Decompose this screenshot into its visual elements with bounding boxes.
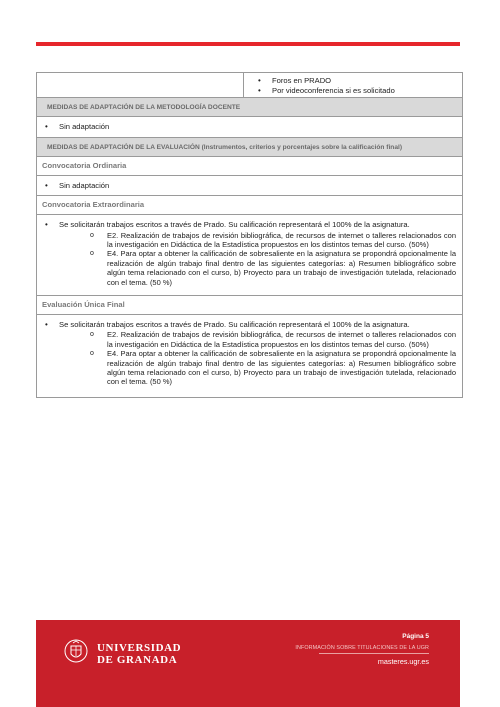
tutoring-tools-cell [244, 73, 462, 97]
sub-list-item: o E2. Realización de trabajos de revisión bibliográfica, de recursos de internet o talleres relacionados con la investigación en Didáctica de la Estadística propuestos en los distintos temas del curso. (50%) [89, 330, 456, 349]
page-number: Página 5 [402, 633, 429, 640]
footer-site-link[interactable]: masteres.ugr.es [377, 657, 429, 666]
sub-list-item: o E4. Para optar a obtener la calificación de sobresaliente en la asignatura se propondrá opcionalmente la realización de algún trabajo final dentro de las siguientes categorías: a) Resumen bibliográfico sobre algún tema relacionado con el curso, b) Proyecto para un trabajo de investigación tutelada, relacionado con el tema. (50 %) [89, 249, 456, 287]
university-name [97, 642, 181, 666]
list-item: • Foros en PRADO [254, 76, 456, 86]
main-text: Se solicitarán trabajos escritos a través de Prado. Su calificación representará el 100% de la asignatura. [59, 220, 410, 229]
metodologia-cell [37, 117, 462, 138]
university-name-line1: UNIVERSIDAD [97, 642, 182, 654]
list-item: • Por videoconferencia si es solicitado [254, 86, 456, 96]
university-seal-icon [64, 637, 88, 665]
subheader-ordinaria: Convocatoria Ordinaria [37, 157, 462, 176]
empty-cell [37, 73, 244, 97]
subheader-unica: Evaluación Única Final [37, 296, 462, 315]
list-item: • Sin adaptación [41, 181, 456, 191]
university-name-line2: DE GRANADA [97, 654, 178, 666]
header-accent-bar [36, 42, 460, 46]
extraordinaria-cell [37, 215, 462, 296]
footer-divider [319, 653, 429, 654]
section-header-metodologia: MEDIDAS DE ADAPTACIÓN DE LA METODOLOGÍA DOCENTE [37, 98, 462, 117]
unica-cell [37, 315, 462, 397]
subheader-extraordinaria: Convocatoria Extraordinaria [37, 196, 462, 215]
sub-list-item: o E2. Realización de trabajos de revisión bibliográfica, de recursos de internet o talleres relacionados con la investigación en Didáctica de la Estadística propuestos en los distintos temas del curso. (50%) [89, 231, 456, 250]
main-text: Se solicitarán trabajos escritos a través de Prado. Su calificación representará el 100% de la asignatura. [59, 319, 410, 329]
table-row-tutoring [37, 73, 462, 98]
page-footer [36, 620, 460, 707]
guide-table [36, 72, 463, 398]
list-item [41, 320, 456, 387]
list-item: • Sin adaptación [41, 122, 456, 132]
sub-list-item: o E4. Para optar a obtener la calificación de sobresaliente en la asignatura se propondrá opcionalmente la realización de algún trabajo final dentro de las siguientes categorías: a) Resumen bibliográfico sobre algún tema relacionado con el curso, b) Proyecto para un trabajo de investigación tutelada, relacionado con el tema. (50 %) [89, 349, 456, 387]
section-header-evaluacion: MEDIDAS DE ADAPTACIÓN DE LA EVALUACIÓN (Instrumentos, criterios y porcentajes sobre la calificación final) [37, 138, 462, 157]
list-item [41, 220, 456, 287]
ordinaria-cell [37, 176, 462, 197]
footer-info-text: INFORMACIÓN SOBRE TITULACIONES DE LA UGR [295, 645, 429, 651]
